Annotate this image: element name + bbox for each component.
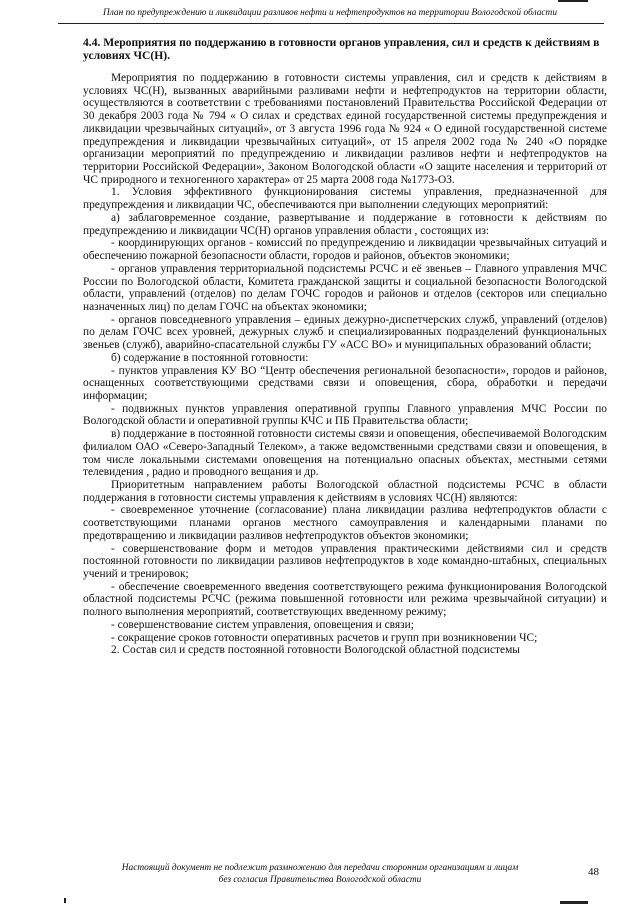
list-item: - органов повседневного управления – единых дежурно-диспетчерских служб, управлений (отделов) по делам ГОЧС всех уровней, дежурных служб и специализированных подразделений функциональных звеньев (служб), аварийно-спасательной службы ГУ «АСС ВО» и муниципальных образований области; [83, 313, 607, 352]
running-header: План по предупреждению и ликвидации разливов нефти и нефтепродуктов на территории Вологодской области [102, 8, 558, 18]
list-item: - совершенствование форм и методов управления практическими действиями сил и средств постоянной готовности по ликвидации разливов нефтепродуктов в ходе командно-штабных, специальных учений и тренировок; [83, 542, 607, 581]
document-body [83, 36, 607, 657]
scan-mark-bottom [560, 901, 588, 904]
list-item: - координирующих органов - комиссий по предупреждению и ликвидации чрезвычайных ситуаций и обеспечению пожарной безопасности области, городов и районов, объектов экономики; [83, 237, 607, 263]
page-number: 48 [588, 866, 599, 878]
scan-mark-left [64, 898, 66, 903]
paragraph: Мероприятия по поддержанию в готовности системы управления, сил и средств к действиям в условиях ЧС(Н), вызванных аварийными разливами нефти и нефтепродуктов на территории области, осуществляются в соответствии с требованиями постановлений Правительства Российской Федерации от 30 декабря 2003 года № 794 « О силах и средствах единой государственной системы предупреждения и ликвидации чрезвычайных ситуаций», от 3 августа 1996 года № 924 « О единой государственной системе предупреждения и ликвидации чрезвычайных ситуаций», от 15 апреля 2002 года № 240 «О порядке организации мероприятий по предупреждению и ликвидации разливов нефти и нефтепродуктов на территории Российской Федерации», Законом Вологодской области «О защите населения и территорий от ЧС природного и техногенного характера» от 25 марта 2008 года №1773-ОЗ. [83, 72, 607, 186]
list-item: - подвижных пунктов управления оперативной группы Главного управления МЧС России по Вологодской области и оперативной группы КЧС и ПБ Правительства области; [83, 402, 607, 428]
scan-mark-top [558, 0, 588, 2]
list-item: - своевременное уточнение (согласование) плана ликвидации разлива нефтепродуктов области с соответствующими планами органов местного самоуправления и календарными планами по предотвращению и ликвидации разливов нефтепродуктов объектов экономики; [83, 504, 607, 542]
list-item: - обеспечение своевременного введения соответствующего режима функционирования Вологодской областной подсистемы РСЧС (режима повышенной готовности или режима чрезвычайной ситуации) и полного выполнения мероприятий, соответствующих введенному режиму; [83, 580, 607, 619]
section-title: 4.4. Мероприятия по поддержанию в готовности органов управления, сил и средств к действиям в условиях ЧС(Н). [83, 36, 600, 62]
footer-notice [60, 863, 580, 886]
list-item: - органов управления территориальной подсистемы РСЧС и её звеньев – Главного управления МЧС России по Вологодской области, Комитета гражданской защиты и социальной безопасности Вологодской области, управлений (отделов) по делам ГОЧС городов и районов и отделов (секторов или специально назначенных лиц) по делам ГОЧС на объектах экономики; [83, 262, 607, 313]
list-item: - пунктов управления КУ ВО “Центр обеспечения региональной безопасности», городов и районов, оснащенных соответствующими средствами связи и оповещения, сбора, обработки и передачи информации; [83, 364, 607, 402]
footer-line-1: Настоящий документ не подлежит размножению для передачи сторонним организациям и лицам [121, 863, 519, 873]
paragraph: б) содержание в постоянной готовности: [111, 351, 309, 364]
list-item: - совершенствование систем управления, оповещения и связи; [111, 618, 414, 631]
header-rule [58, 23, 604, 24]
paragraph: 2. Состав сил и средств постоянной готовности Вологодской областной подсистемы [111, 644, 520, 657]
paragraph: в) поддержание в постоянной готовности системы связи и оповещения, обеспечиваемой Вологодским филиалом ОАО «Северо-Западный Телеком», а также ведомственными средствами связи и оповещения, в том числе локальными системами оповещения на потенциально опасных объектах, местными сетями телевидения , радио и проводного вещания и др. [83, 428, 607, 479]
paragraph: Приоритетным направлением работы Вологодской областной подсистемы РСЧС в области поддержания в готовности системы управления к действиям в условиях ЧС(Н) являются: [83, 479, 607, 504]
list-item: - сокращение сроков готовности оперативных расчетов и групп при возникновении ЧС; [111, 631, 538, 644]
paragraph: а) заблаговременное создание, развертывание и поддержание в готовности к действиям по предупреждению и ликвидации ЧС(Н) органов управления области , состоящих из: [83, 211, 607, 237]
footer-line-2: без согласия Правительства Вологодской области [218, 874, 422, 885]
paragraph: 1. Условия эффективного функционирования системы управления, предназначенной для предупреждения и ликвидации ЧС, обеспечиваются при выполнении следующих мероприятий: [83, 186, 607, 212]
